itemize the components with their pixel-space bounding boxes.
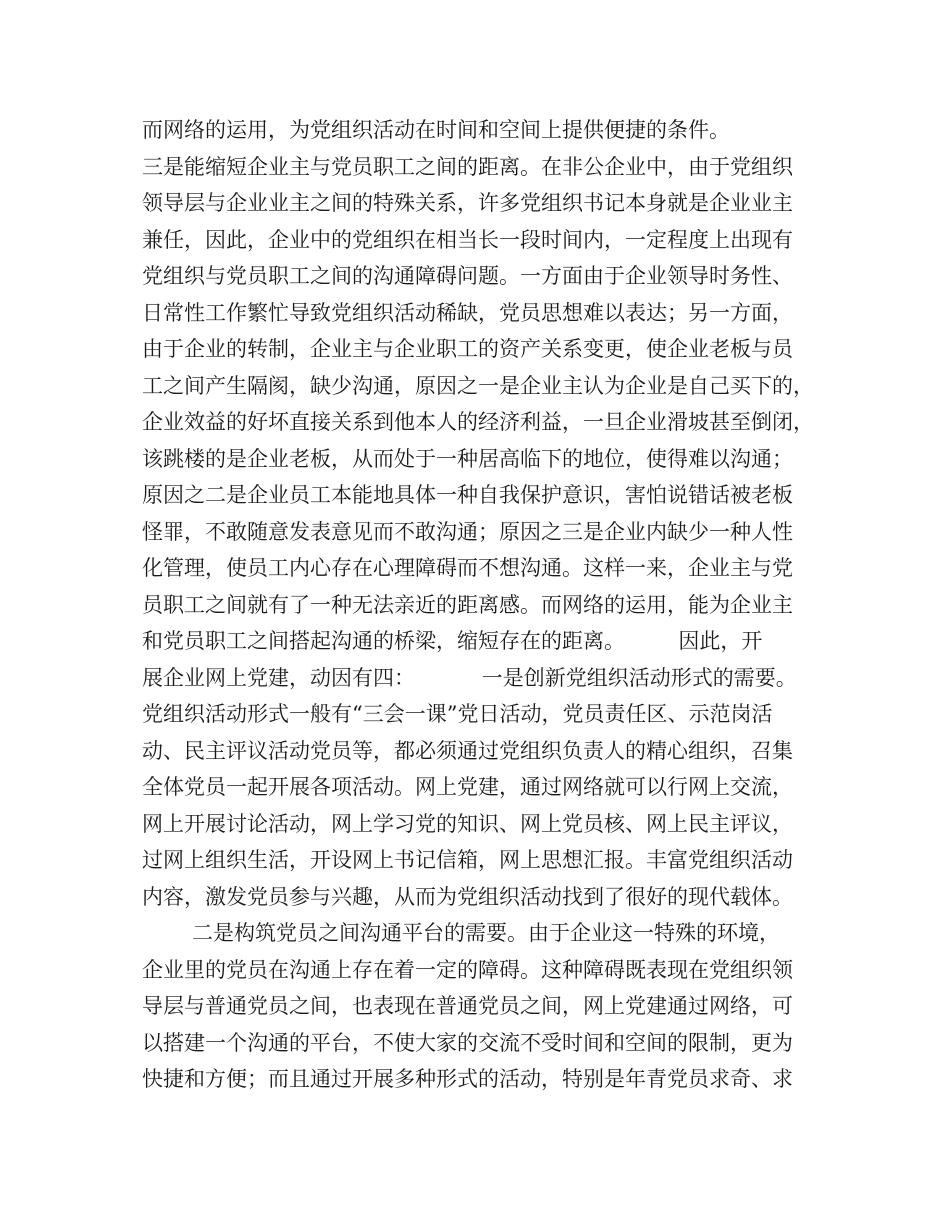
- text-line: 该跳楼的是企业老板，从而处于一种居高临下的地位，使得难以沟通；: [142, 446, 793, 471]
- text-line: 领导层与企业业主之间的特殊关系，许多党组织书记本身就是企业业主: [142, 191, 793, 215]
- text-line: 员职工之间就有了一种无法亲近的距离感。而网络的运用，能为企业主: [142, 592, 793, 617]
- text-line: 和党员职工之间搭起沟通的桥梁，缩短存在的距离。 因此，开: [142, 629, 763, 653]
- text-line: 展企业网上党建，动因有四： 一是创新党组织活动形式的需要。: [142, 665, 797, 690]
- text-line: 化管理，使员工内心存在心理障碍而不想沟通。这样一来，企业主与党: [142, 556, 793, 580]
- text-line: 而网络的运用，为党组织活动在时间和空间上提供便捷的条件。: [142, 118, 730, 142]
- text-line: 企业里的党员在沟通上存在着一定的障碍。这种障碍既表现在党组织领: [142, 957, 793, 982]
- text-line: 企业效益的好坏直接关系到他本人的经济利益，一旦企业滑坡甚至倒闭，: [142, 410, 814, 434]
- text-line: 原因之二是企业员工本能地具体一种自我保护意识，害怕说错话被老板: [142, 483, 793, 507]
- text-line: 过网上组织生活，开设网上书记信箱，网上思想汇报。丰富党组织活动: [142, 848, 793, 872]
- text-line: 工之间产生隔阂，缺少沟通，原因之一是企业主认为企业是自己买下的，: [142, 373, 814, 398]
- text-line: 由于企业的转制，企业主与企业职工的资产关系变更，使企业老板与员: [142, 337, 793, 361]
- body-text: [142, 112, 842, 1098]
- text-line: 日常性工作繁忙导致党组织活动稀缺，党员思想难以表达；另一方面，: [142, 300, 793, 325]
- text-line: 党组织与党员职工之间的沟通障碍问题。一方面由于企业领导时务性、: [142, 264, 793, 288]
- text-line: 快捷和方便；而且通过开展多种形式的活动，特别是年青党员求奇、求: [142, 1067, 793, 1091]
- text-line: 导层与普通党员之间，也表现在普通党员之间，网上党建通过网络，可: [142, 994, 793, 1018]
- paragraph-first-line: 二是构筑党员之间沟通平台的需要。由于企业这一特殊的环境，: [192, 921, 780, 945]
- text-line: 三是能缩短企业主与党员职工之间的距离。在非公企业中，由于党组织: [142, 154, 793, 179]
- text-line: 以搭建一个沟通的平台，不使大家的交流不受时间和空间的限制，更为: [142, 1030, 793, 1055]
- text-line: 党组织活动形式一般有“三会一课”党日活动，党员责任区、示范岗活: [142, 702, 773, 726]
- text-line: 兼任，因此，企业中的党组织在相当长一段时间内，一定程度上出现有: [142, 227, 793, 252]
- text-line: 网上开展讨论活动，网上学习党的知识、网上党员核、网上民主评议，: [142, 811, 793, 836]
- text-line: 怪罪，不敢随意发表意见而不敢沟通；原因之三是企业内缺少一种人性: [142, 519, 793, 544]
- text-line: 动、民主评议活动党员等，都必须通过党组织负责人的精心组织，召集: [142, 738, 793, 763]
- text-line: 内容，激发党员参与兴趣，从而为党组织活动找到了很好的现代载体。: [142, 884, 793, 909]
- text-line: 全体党员一起开展各项活动。网上党建，通过网络就可以行网上交流，: [142, 775, 793, 799]
